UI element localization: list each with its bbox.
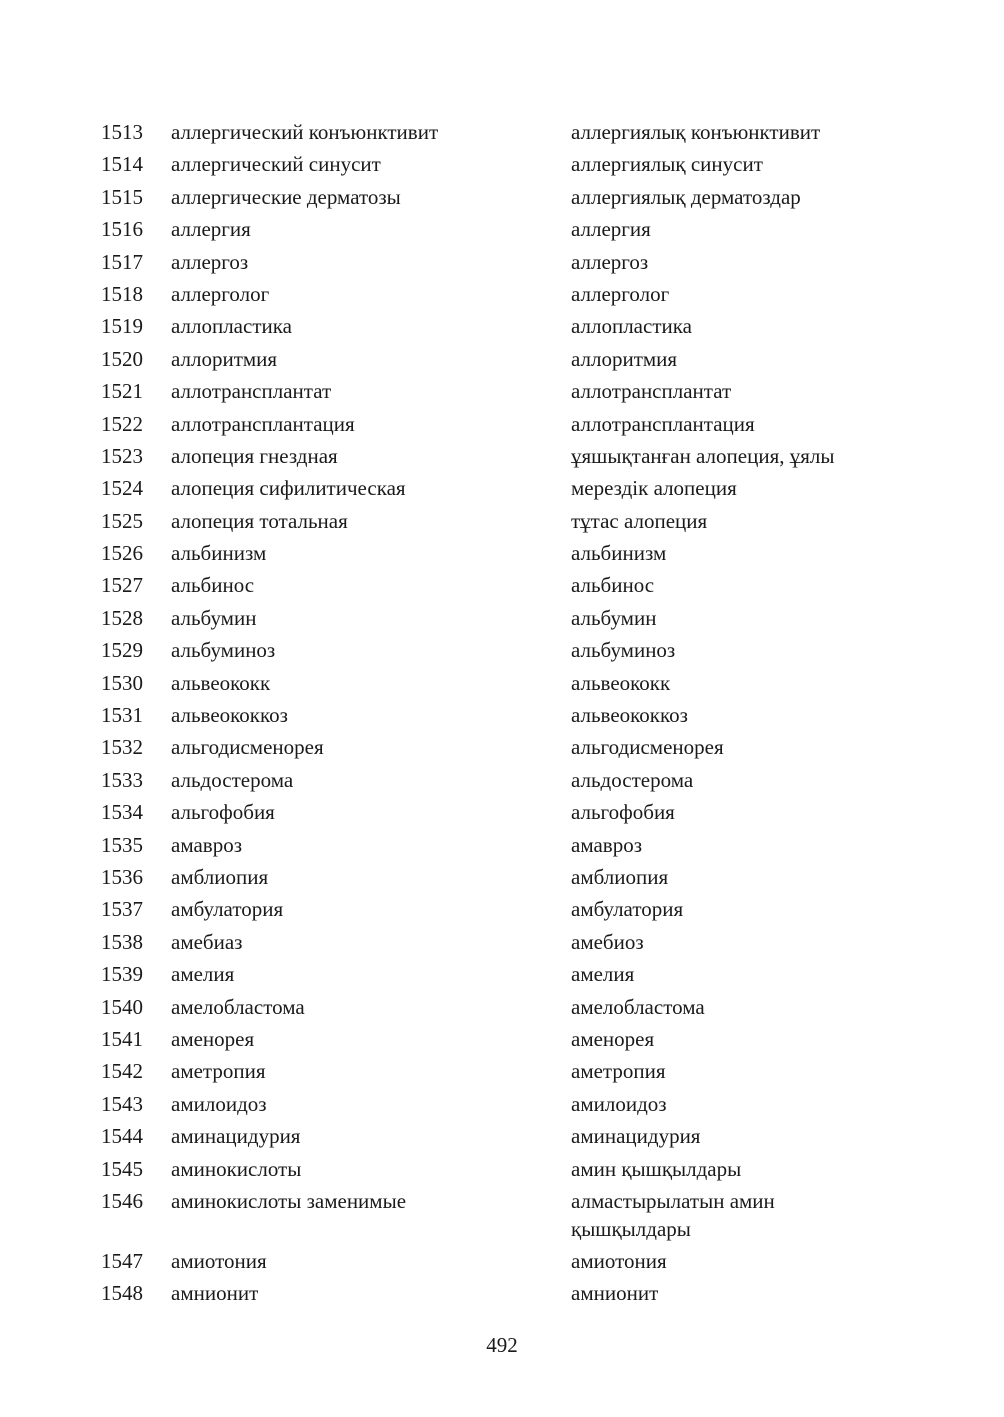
entry-row: [0, 474, 1004, 506]
entry-number: 1534: [101, 800, 143, 825]
entry-russian-term: амблиопия: [171, 864, 269, 889]
entry-kazakh-term: аллергиялық конъюнктивит: [571, 120, 821, 144]
entry-row: [0, 1025, 1004, 1057]
entry-row: [0, 1187, 1004, 1247]
entry-number: 1539: [101, 962, 143, 987]
entry-russian-term: альгофобия: [171, 800, 275, 825]
entry-russian-term: амелия: [171, 962, 235, 987]
entry-row: [0, 1279, 1004, 1311]
entry-russian-term: амбулатория: [171, 897, 284, 922]
entry-kazakh-term: амбулатория: [571, 897, 684, 922]
entry-kazakh-term: амиотония: [571, 1248, 667, 1273]
entry-russian-term: альвеококк: [171, 670, 271, 695]
entry-russian-term: амнионит: [171, 1281, 259, 1306]
entry-russian-term: аллергический конъюнктивит: [171, 120, 439, 144]
entry-row: [0, 345, 1004, 377]
entry-russian-term: аминокислоты заменимые: [171, 1188, 407, 1213]
entry-number: 1533: [101, 767, 143, 792]
entry-kazakh-term: аменорея: [571, 1026, 655, 1051]
entry-russian-term: амилоидоз: [171, 1091, 267, 1116]
entry-number: 1531: [101, 703, 143, 728]
entry-kazakh-term: аллергиялық синусит: [571, 152, 763, 177]
entry-kazakh-term: амелобластома: [571, 994, 705, 1019]
entry-russian-term: альбинос: [171, 573, 255, 598]
entry-number: 1517: [101, 249, 143, 274]
entry-kazakh-term: альвеококкоз: [571, 703, 688, 728]
entry-russian-term: альбуминоз: [171, 638, 276, 663]
page-number: 492: [486, 1333, 518, 1357]
entry-row: [0, 280, 1004, 312]
entry-number: 1536: [101, 864, 143, 889]
entry-number: 1527: [101, 573, 143, 598]
entry-row: [0, 863, 1004, 895]
entry-row: [0, 1155, 1004, 1187]
entry-row: [0, 1090, 1004, 1122]
entry-row: [0, 636, 1004, 668]
entry-russian-term: альдостерома: [171, 767, 294, 792]
entry-kazakh-term: алмастырылатын амин қышқылдары: [571, 1188, 775, 1241]
entry-row: [0, 669, 1004, 701]
entry-number: 1516: [101, 217, 143, 242]
entry-russian-term: аменорея: [171, 1026, 255, 1051]
entry-russian-term: альвеококкоз: [171, 703, 288, 728]
entry-kazakh-term: амнионит: [571, 1281, 659, 1306]
entry-number: 1538: [101, 929, 143, 954]
entry-russian-term: амиотония: [171, 1248, 267, 1273]
entry-kazakh-term: аллергоз: [571, 249, 649, 274]
entry-row: [0, 1122, 1004, 1154]
entry-number: 1530: [101, 670, 143, 695]
entry-russian-term: альбумин: [171, 605, 257, 630]
entry-kazakh-term: мерездік алопеция: [571, 476, 737, 501]
entry-russian-term: альбинизм: [171, 541, 267, 566]
entry-number: 1532: [101, 735, 143, 760]
entry-russian-term: альгодисменорея: [171, 735, 324, 760]
entry-kazakh-term: альгофобия: [571, 800, 675, 825]
entry-number: 1540: [101, 994, 143, 1019]
entry-row: [0, 248, 1004, 280]
entry-number: 1547: [101, 1248, 143, 1273]
entry-russian-term: аллергия: [171, 217, 251, 242]
entry-number: 1529: [101, 638, 143, 663]
entry-kazakh-term: альбуминоз: [571, 638, 676, 663]
entry-russian-term: аллопластика: [171, 314, 292, 339]
entry-number: 1518: [101, 281, 143, 306]
entry-kazakh-term: амавроз: [571, 832, 642, 857]
entry-kazakh-term: аллоритмия: [571, 346, 678, 371]
entry-russian-term: амелобластома: [171, 994, 305, 1019]
entry-kazakh-term: альбинос: [571, 573, 655, 598]
entry-russian-term: алопеция гнездная: [171, 443, 338, 468]
entry-number: 1548: [101, 1281, 143, 1306]
entry-number: 1525: [101, 508, 143, 533]
entry-number: 1541: [101, 1026, 143, 1051]
entry-kazakh-term: аллергиялық дерматоздар: [571, 184, 801, 209]
entry-row: [0, 1247, 1004, 1279]
entry-row: [0, 410, 1004, 442]
entry-row: [0, 928, 1004, 960]
entry-russian-term: аллотрансплантат: [171, 379, 332, 404]
entry-number: 1520: [101, 346, 143, 371]
entry-kazakh-term: альбинизм: [571, 541, 667, 566]
entry-russian-term: аметропия: [171, 1059, 266, 1084]
entry-kazakh-term: амелия: [571, 962, 635, 987]
entry-row: [0, 766, 1004, 798]
entry-russian-term: амебиаз: [171, 929, 243, 954]
entry-row: [0, 118, 1004, 150]
entry-kazakh-term: альгодисменорея: [571, 735, 724, 760]
entry-row: [0, 183, 1004, 215]
entry-kazakh-term: амилоидоз: [571, 1091, 667, 1116]
entry-kazakh-term: альдостерома: [571, 767, 694, 792]
entry-row: [0, 215, 1004, 247]
entry-row: [0, 377, 1004, 409]
entry-russian-term: аллотрансплантация: [171, 411, 355, 436]
entry-row: [0, 960, 1004, 992]
entry-kazakh-term: амин қышқылдары: [571, 1156, 742, 1181]
entry-kazakh-term: аминацидурия: [571, 1124, 701, 1149]
entry-row: [0, 604, 1004, 636]
entry-number: 1544: [101, 1124, 143, 1149]
entry-russian-term: аллерголог: [171, 281, 270, 306]
entry-row: [0, 701, 1004, 733]
entry-row: [0, 150, 1004, 182]
entry-row: [0, 571, 1004, 603]
entry-number: 1528: [101, 605, 143, 630]
entry-number: 1513: [101, 120, 143, 144]
entry-number: 1515: [101, 184, 143, 209]
entry-kazakh-term: амблиопия: [571, 864, 669, 889]
entry-number: 1537: [101, 897, 143, 922]
entry-kazakh-term: аллопластика: [571, 314, 692, 339]
entry-number: 1526: [101, 541, 143, 566]
entry-russian-term: аллергоз: [171, 249, 249, 274]
entry-row: [0, 993, 1004, 1025]
entry-kazakh-term: ұяшықтанған алопеция, ұялы: [571, 443, 835, 468]
entry-row: [0, 442, 1004, 474]
entry-kazakh-term: тұтас алопеция: [571, 508, 708, 533]
entry-row: [0, 895, 1004, 927]
entry-number: 1521: [101, 379, 143, 404]
entry-russian-term: амавроз: [171, 832, 242, 857]
entry-kazakh-term: альбумин: [571, 605, 657, 630]
entry-row: [0, 1057, 1004, 1089]
entry-russian-term: алопеция сифилитическая: [171, 476, 406, 501]
entry-kazakh-term: аллотрансплантат: [571, 379, 732, 404]
entry-russian-term: аминокислоты: [171, 1156, 302, 1181]
entry-row: [0, 312, 1004, 344]
entry-row: [0, 733, 1004, 765]
entry-number: 1514: [101, 152, 143, 177]
entry-russian-term: аллергические дерматозы: [171, 184, 401, 209]
entry-row: [0, 798, 1004, 830]
entry-number: 1535: [101, 832, 143, 857]
entry-kazakh-term: альвеококк: [571, 670, 671, 695]
entry-kazakh-term: аллергия: [571, 217, 651, 242]
entry-number: 1546: [101, 1188, 143, 1213]
entry-list: [0, 118, 1004, 1312]
entry-number: 1524: [101, 476, 143, 501]
entry-number: 1545: [101, 1156, 143, 1181]
entry-kazakh-term: аллерголог: [571, 281, 670, 306]
entry-row: [0, 507, 1004, 539]
entry-russian-term: аминацидурия: [171, 1124, 301, 1149]
entry-russian-term: аллоритмия: [171, 346, 278, 371]
entry-number: 1522: [101, 411, 143, 436]
entry-number: 1542: [101, 1059, 143, 1084]
entry-number: 1543: [101, 1091, 143, 1116]
entry-kazakh-term: амебиоз: [571, 929, 644, 954]
entry-kazakh-term: аллотрансплантация: [571, 411, 755, 436]
entry-number: 1523: [101, 443, 143, 468]
entry-russian-term: алопеция тотальная: [171, 508, 348, 533]
entry-russian-term: аллергический синусит: [171, 152, 381, 177]
entry-number: 1519: [101, 314, 143, 339]
entry-row: [0, 831, 1004, 863]
entry-kazakh-term: аметропия: [571, 1059, 666, 1084]
entry-row: [0, 539, 1004, 571]
